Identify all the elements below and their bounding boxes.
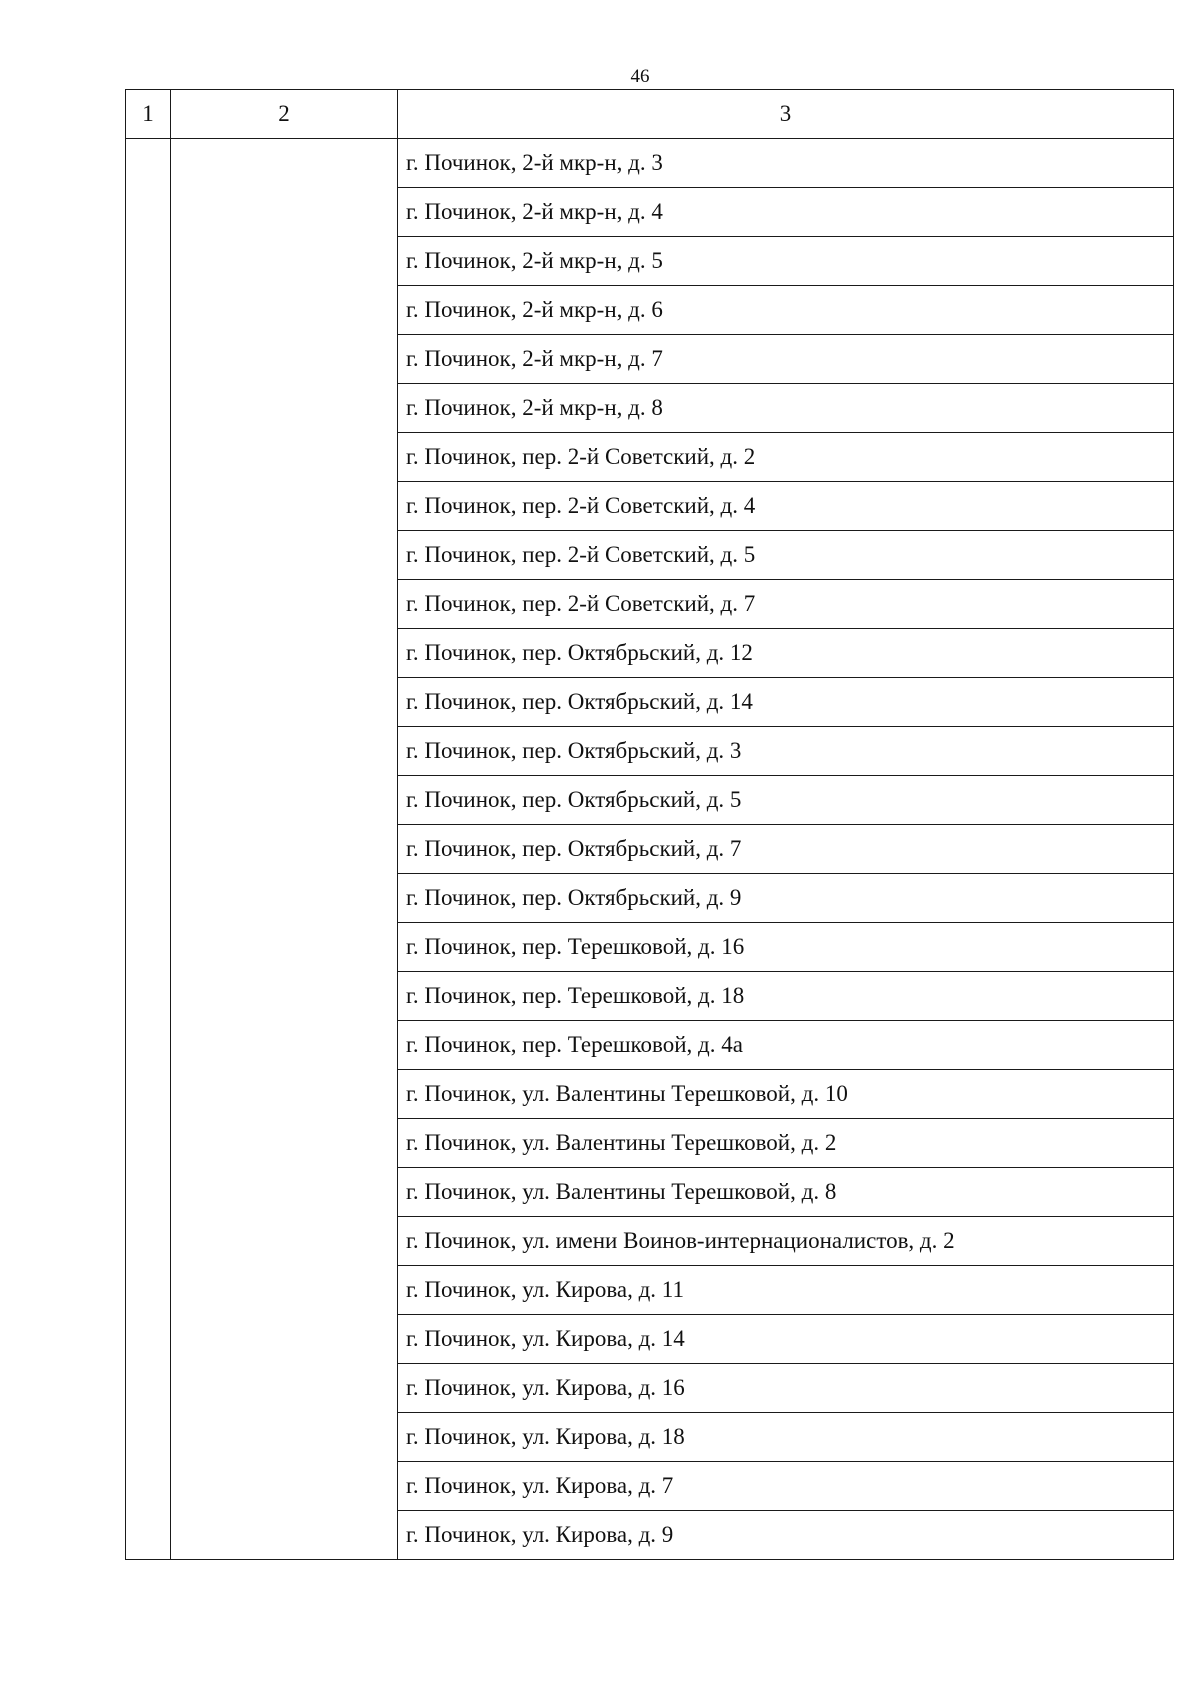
address-cell: г. Починок, пер. 2-й Советский, д. 4 xyxy=(398,482,1174,531)
address-cell: г. Починок, 2-й мкр-н, д. 4 xyxy=(398,188,1174,237)
page-number: 46 xyxy=(630,66,650,87)
address-cell: г. Починок, ул. имени Воинов-интернационалистов, д. 2 xyxy=(398,1217,1174,1266)
address-cell: г. Починок, пер. Октябрьский, д. 7 xyxy=(398,825,1174,874)
column-header-2: 2 xyxy=(171,90,398,139)
address-cell: г. Починок, ул. Кирова, д. 9 xyxy=(398,1511,1174,1560)
address-table-body xyxy=(126,90,1174,1560)
address-cell: г. Починок, пер. Терешковой, д. 16 xyxy=(398,923,1174,972)
address-cell: г. Починок, ул. Валентины Терешковой, д. 2 xyxy=(398,1119,1174,1168)
address-cell: г. Починок, пер. Октябрьский, д. 12 xyxy=(398,629,1174,678)
column-header-1: 1 xyxy=(126,90,171,139)
address-cell: г. Починок, 2-й мкр-н, д. 6 xyxy=(398,286,1174,335)
address-cell: г. Починок, 2-й мкр-н, д. 7 xyxy=(398,335,1174,384)
address-cell: г. Починок, пер. 2-й Советский, д. 2 xyxy=(398,433,1174,482)
address-cell: г. Починок, пер. 2-й Советский, д. 7 xyxy=(398,580,1174,629)
column-1-cell xyxy=(126,139,171,1560)
address-cell: г. Починок, пер. 2-й Советский, д. 5 xyxy=(398,531,1174,580)
address-cell: г. Починок, 2-й мкр-н, д. 5 xyxy=(398,237,1174,286)
address-table xyxy=(125,89,1174,1560)
address-cell: г. Починок, пер. Октябрьский, д. 9 xyxy=(398,874,1174,923)
address-cell: г. Починок, ул. Валентины Терешковой, д. 10 xyxy=(398,1070,1174,1119)
column-header-3: 3 xyxy=(398,90,1174,139)
table-header-row xyxy=(126,90,1174,139)
address-cell: г. Починок, пер. Октябрьский, д. 3 xyxy=(398,727,1174,776)
address-cell: г. Починок, пер. Терешковой, д. 4а xyxy=(398,1021,1174,1070)
address-cell: г. Починок, пер. Терешковой, д. 18 xyxy=(398,972,1174,1021)
table-row xyxy=(126,139,1174,188)
address-cell: г. Починок, пер. Октябрьский, д. 14 xyxy=(398,678,1174,727)
address-cell: г. Починок, ул. Валентины Терешковой, д. 8 xyxy=(398,1168,1174,1217)
address-cell: г. Починок, ул. Кирова, д. 11 xyxy=(398,1266,1174,1315)
column-2-cell xyxy=(171,139,398,1560)
address-cell: г. Починок, 2-й мкр-н, д. 8 xyxy=(398,384,1174,433)
address-cell: г. Починок, ул. Кирова, д. 16 xyxy=(398,1364,1174,1413)
address-cell: г. Починок, ул. Кирова, д. 7 xyxy=(398,1462,1174,1511)
address-cell: г. Починок, ул. Кирова, д. 14 xyxy=(398,1315,1174,1364)
address-cell: г. Починок, 2-й мкр-н, д. 3 xyxy=(398,139,1174,188)
address-cell: г. Починок, ул. Кирова, д. 18 xyxy=(398,1413,1174,1462)
address-cell: г. Починок, пер. Октябрьский, д. 5 xyxy=(398,776,1174,825)
